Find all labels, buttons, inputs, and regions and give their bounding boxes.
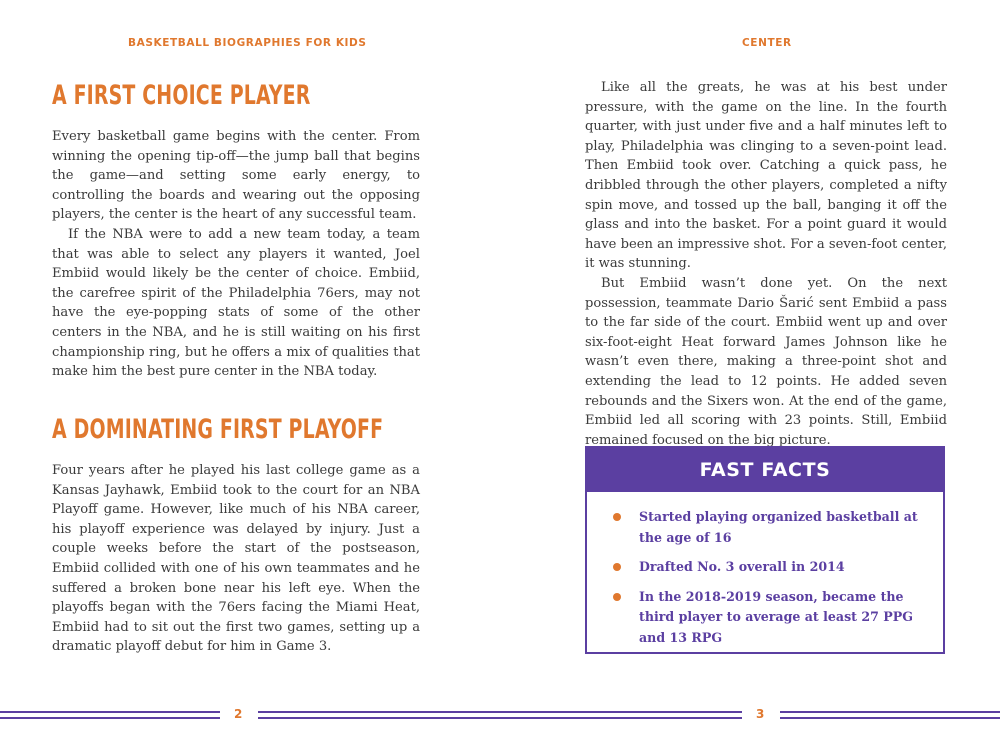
running-head-left: BASKETBALL BIOGRAPHIES FOR KIDS: [128, 37, 367, 49]
fast-fact-text: Started playing organized basketball at the age of 16: [639, 509, 918, 545]
section-heading-dominating-playoff: A DOMINATING FIRST PLAYOFF: [52, 414, 384, 445]
footer-rule-left-outer: [0, 711, 220, 719]
page-number-left: 2: [234, 707, 243, 721]
paragraph: Four years after he played his last college game as a Kansas Jayhawk, Embiid took to the court for an NBA Playoff game. However, like much of his NBA career, his playoff experience was delayed by injury. Just a couple weeks before the start of the postseason, Embiid collided with one of his own teammates and he suffered a broken bone near his left eye. When the playoffs began with the 76ers facing the Miami Heat, Embiid had to sit out the first two games, setting up a dramatic playoff debut for him in Game 3.: [52, 463, 420, 655]
right-body-text: [585, 78, 947, 450]
paragraph: If the NBA were to add a new team today, a team that was able to select any players it wanted, Joel Embiid would likely be the center of choice. Embiid, the carefree spirit of the Philadelphia 76ers, may not have the eye-popping stats of some of the other centers in the NBA, and he is still waiting on his first championship ring, but he offers a mix of qualities that make him the best pure center in the NBA today.: [52, 226, 420, 380]
fast-fact-item: [613, 586, 931, 648]
bullet-icon: [613, 563, 621, 571]
footer-rule-left-inner: [258, 711, 500, 719]
paragraph: Every basketball game begins with the center. From winning the opening tip-off—the jump ball that begins the game—and setting some early energy, to controlling the boards and wearing out the opposing players, the center is the heart of any successful team.: [52, 129, 420, 223]
fast-facts-title: FAST FACTS: [699, 459, 831, 481]
paragraph: Like all the greats, he was at his best under pressure, with the game on the line. In the fourth quarter, with just under five and a half minutes left to play, Philadelphia was clinging to a seven-point lead. Then Embiid took over. Catching a quick pass, he dribbled through the other players, completed a nifty spin move, and tossed up the ball, banging it off the glass and into the basket. For a point guard it would have been an impressive shot. For a seven-foot center, it was stunning.: [585, 80, 947, 272]
fast-facts-box: [585, 446, 945, 654]
fast-fact-text: In the 2018-2019 season, became the third player to average at least 27 PPG and 13 RPG: [639, 588, 913, 645]
bullet-icon: [613, 593, 621, 601]
fast-fact-text: Drafted No. 3 overall in 2014: [639, 559, 845, 575]
fast-fact-item: [613, 506, 931, 547]
paragraph: But Embiid wasn’t done yet. On the next possession, teammate Dario Šarić sent Embiid a pass to the far side of the court. Embiid went up and over six-foot-eight Heat forward James Johnson like he wasn’t even there, making a three-point shot and extending the lead to 12 points. He added seven rebounds and the Sixers won. At the end of the game, Embiid led all scoring with 23 points. Still, Embiid remained focused on the big picture.: [585, 275, 947, 448]
footer-rule-right-inner: [500, 711, 742, 719]
right-page: [500, 0, 1000, 750]
running-head-right: CENTER: [742, 37, 792, 49]
page-number-right: 3: [756, 707, 765, 721]
footer-rule-right-outer: [780, 711, 1000, 719]
fast-facts-list: [587, 492, 943, 648]
bullet-icon: [613, 513, 621, 521]
fast-fact-item: [613, 556, 931, 577]
section-body-dominating-playoff: [52, 461, 420, 657]
section-heading-first-choice: A FIRST CHOICE PLAYER: [52, 80, 311, 111]
section-body-first-choice: [52, 127, 420, 382]
fast-facts-header: [587, 448, 943, 492]
